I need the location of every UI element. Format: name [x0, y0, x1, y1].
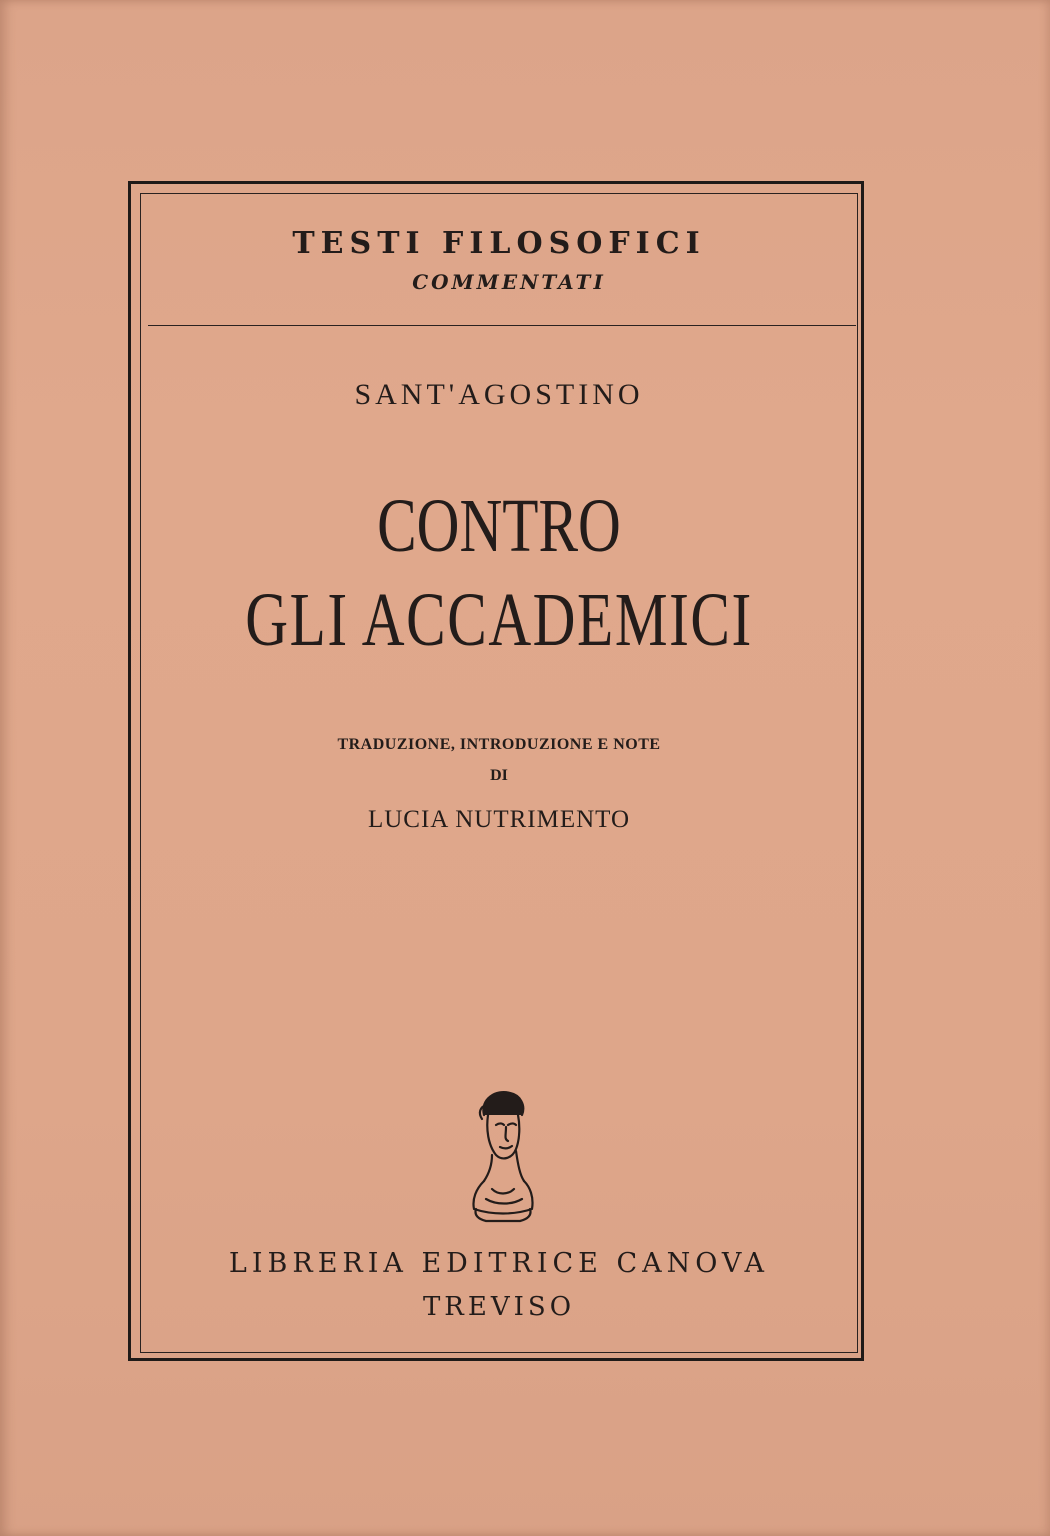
credit-preposition: DI — [490, 767, 508, 784]
book-title-line-2: GLI ACCADEMICI — [245, 578, 753, 662]
book-title-line-1: CONTRO — [377, 484, 621, 568]
translator-name: LUCIA NUTRIMENTO — [367, 806, 631, 833]
translation-credit: TRADUZIONE, INTRODUZIONE E NOTE — [337, 736, 661, 753]
publisher-city: TREVISO — [422, 1292, 576, 1322]
bust-portrait-icon — [462, 1085, 542, 1225]
header-divider — [148, 325, 856, 326]
author-name: SANT'AGOSTINO — [354, 378, 644, 411]
series-title: TESTI FILOSOFICI — [292, 226, 706, 261]
series-subtitle: COMMENTATI — [412, 270, 606, 294]
publisher-name: LIBRERIA EDITRICE CANOVA — [228, 1248, 770, 1279]
